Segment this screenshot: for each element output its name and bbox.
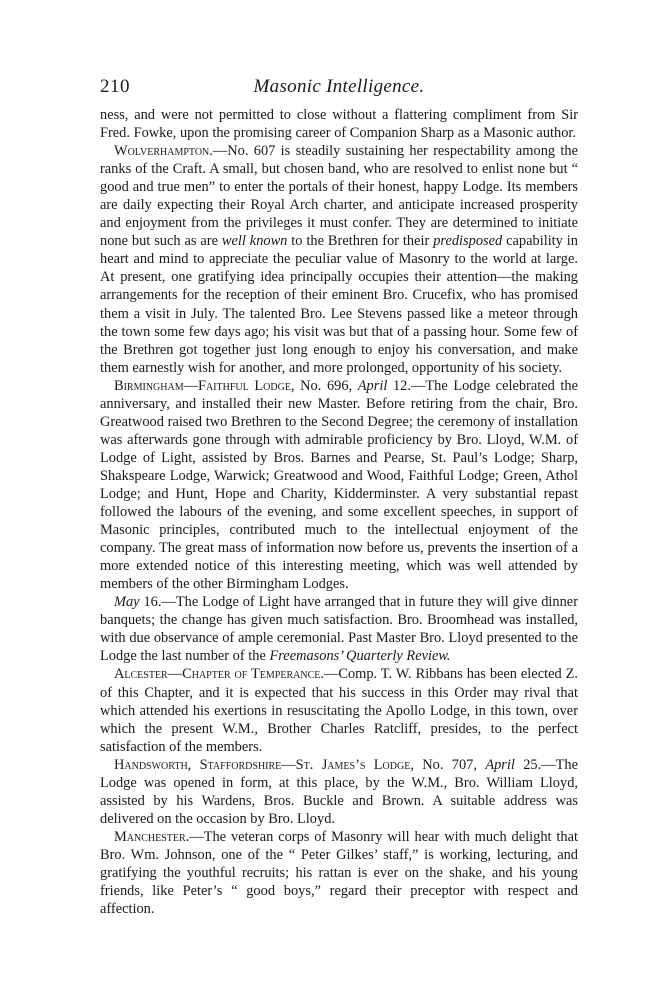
article-body — [100, 106, 578, 918]
paragraph-may-16 — [100, 593, 578, 665]
place-heading: Manchester. — [114, 828, 190, 845]
paragraph-handsworth — [100, 756, 578, 828]
paragraph-text: to the Brethren for their — [287, 233, 434, 250]
emphasis-text: predisposed — [433, 233, 503, 250]
paragraph-text: No. 707, — [413, 756, 486, 773]
paragraph-text: 12.—The Lodge celebrated the anniversary, and installed their new Master. Before retiring from the chair, Bro. Greatwood raised two Brethren to the Second Degree; the ceremony of installation was afterwards gone through with admirable proficiency by Bro. Lloyd, W.M. of Lodge of Light, assisted by Bros. Barnes and Pearse, St. Paul’s Lodge; Sharp, Shakspeare Lodge, Warwick; Greatwood and Wood, Faithful Lodge; Green, Athol Lodge; and Hunt, Hope and Charity, Kidderminster. A very substantial repast followed the labours of the evening, and some excellent speeches, in support of Masonic principles, contributed much to the intellectual enjoyment of the company. The great mass of information now before us, prevents the insertion of a more extended notice of this interesting meeting, which was well attended by members of the other Birmingham Lodges. — [100, 377, 578, 593]
paragraph-alcester — [100, 665, 578, 755]
paragraph-text: 16.—The Lodge of Light have arranged that in future they will give dinner banquets; the change has given much satisfaction. Bro. Broomhead was installed, with due observance of ample ceremonial. Past Master Bro. Lloyd presented to the Lodge the last number of the — [100, 594, 578, 665]
paragraph-text: 25.—The Lodge was opened in form, at this place, by the W.M., Bro. William Lloyd, assisted by his Wardens, Bros. Buckle and Brown. A suitable address was delivered on the occasion by Bro. Lloyd. — [100, 756, 578, 827]
document-page — [100, 76, 578, 918]
place-heading: Alcester—Chapter of Temperance. — [114, 666, 324, 683]
paragraph-manchester — [100, 828, 578, 918]
page-number: 210 — [100, 76, 130, 97]
running-head — [100, 76, 578, 106]
paragraph-wolverhampton — [100, 142, 578, 377]
paragraph-text: —Comp. T. W. Ribbans has been elected Z. of this Chapter, and it is expected that his success in this Order may rival that which attended his exertions in resuscitating the Apollo Lodge, in this town, over which the present W.M., Brother Charles Ratcliff, presides, to the perfect satisfaction of the members. — [100, 666, 578, 755]
paragraph-text: ness, and were not permitted to close without a flattering compliment from Sir Fred. Fowke, upon the promising career of Companion Sharp as a Masonic author. — [100, 107, 578, 142]
place-heading: Wolverhampton. — [114, 143, 213, 160]
emphasis-text: May — [114, 594, 140, 611]
paragraph-text: No. 696, — [294, 377, 358, 394]
running-title: Masonic Intelligence. — [253, 76, 425, 97]
paragraph-text: capability in heart and mind to appreciate the peculiar value of Masonry to the world at large. At present, one gratifying idea principally occupies their attention—the making arrangements for the reception of their eminent Bro. Crucefix, who has promised them a visit in July. The talented Bro. Lee Stevens passed like a meteor through the town some few days ago; his visit was but that of a passing hour. Some few of the Brethren got together just long enough to enjoy his conversation, and make them earnestly wish for another, and more prolonged, opportunity of his society. — [100, 233, 578, 376]
emphasis-text: April — [357, 377, 388, 394]
emphasis-text: April — [485, 756, 515, 773]
paragraph-text: —The veteran corps of Masonry will hear with much delight that Bro. Wm. Johnson, one of the “ Peter Gilkes’ staff,” is working, lecturing, and gratifying the youthful recruits; his rattan is ever on the shake, and his young friends, like Peter’s “ good boys,” regard their preceptor with respect and affection. — [100, 828, 578, 918]
paragraph-continuation — [100, 106, 578, 142]
emphasis-text: well known — [221, 233, 288, 250]
place-heading: Birmingham—Faithful Lodge, — [114, 377, 295, 394]
paragraph-text: —No. 607 is steadily sustaining her respectability among the ranks of the Craft. A small, but chosen band, who are resolved to enlist none but “ good and true men” to enter the portals of their honest, happy Lodge. Its members are daily expecting their Royal Arch charter, and anticipate increased prosperity and enjoyment from the privileges it must confer. They are determined to initiate none but such as are — [100, 143, 578, 250]
place-heading: Handsworth, Staffordshire—St. James’s Lodge, — [114, 756, 414, 773]
emphasis-text: Freemasons’ Quarterly Review. — [269, 648, 451, 665]
paragraph-birmingham — [100, 377, 578, 594]
